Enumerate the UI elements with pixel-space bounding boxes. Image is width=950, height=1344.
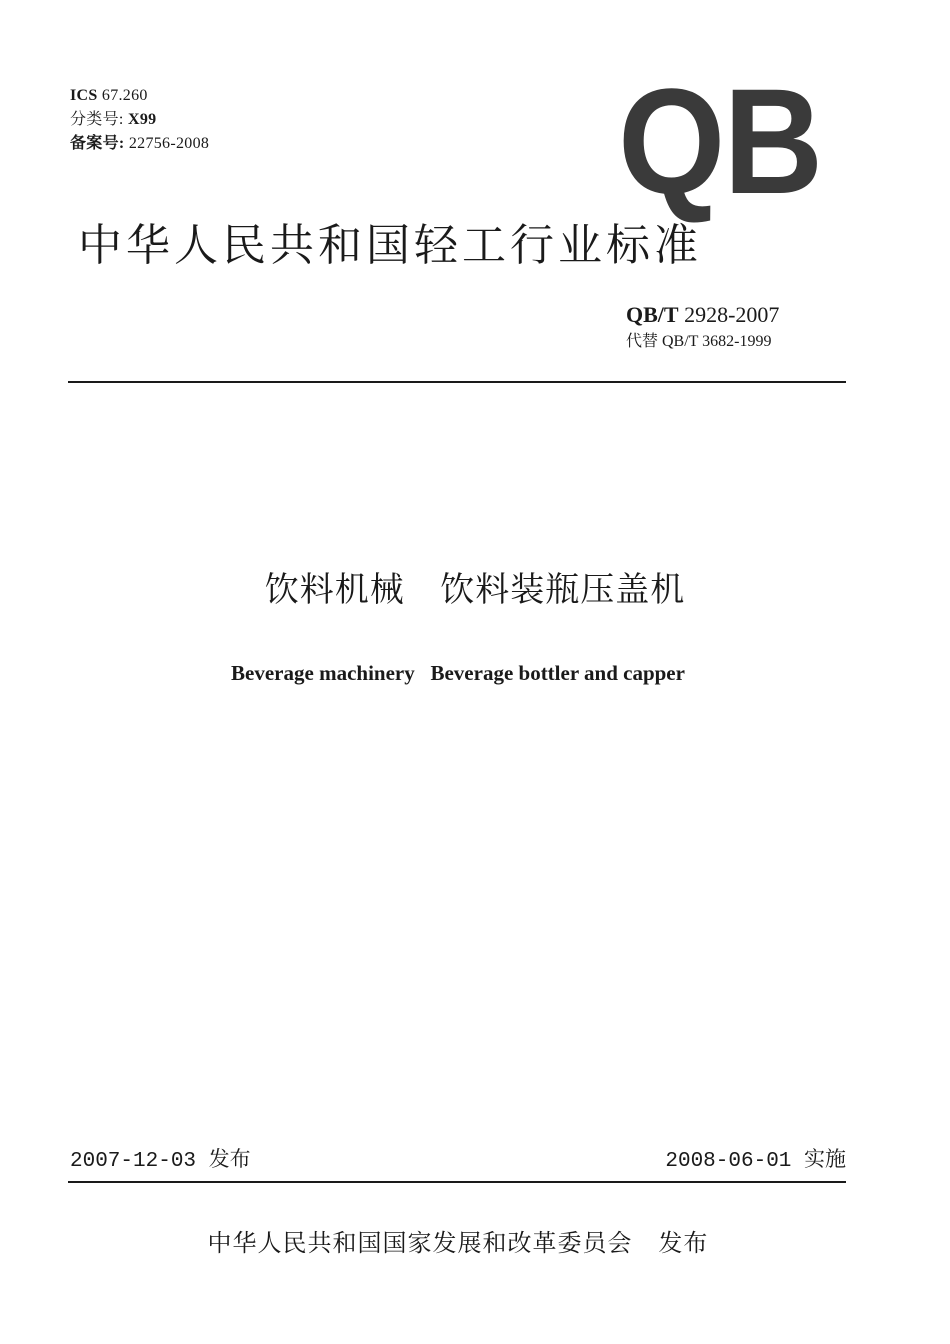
ics-value: 67.260: [101, 87, 148, 104]
issue-date: 2007-12-03 发布: [70, 1150, 251, 1173]
industry-standard-title: 中华人民共和国轻工行业标准: [78, 220, 702, 271]
replaces-standard: 代替 QB/T 3682-1999: [626, 333, 772, 350]
publisher: 中华人民共和国国家发展和改革委员会 发布: [207, 1229, 709, 1257]
standard-code: [626, 302, 779, 328]
footer-divider: [68, 1181, 846, 1183]
standard-code-prefix: QB/T: [626, 302, 679, 327]
document-title-cn: 饮料机械 饮料装瓶压盖机: [264, 570, 686, 610]
qb-logo: QB: [618, 57, 822, 225]
ics-label: ICS: [70, 87, 98, 104]
classification-line: [70, 110, 156, 130]
record-line: [70, 134, 209, 154]
ics-line: [70, 86, 148, 106]
header-divider: [68, 381, 846, 383]
effective-date: 2008-06-01 实施: [665, 1150, 846, 1173]
record-label: 备案号:: [70, 135, 125, 152]
document-title-en: Beverage machinery Beverage bottler and capper: [231, 661, 685, 685]
classification-label: 分类号:: [70, 111, 124, 128]
record-value: 22756-2008: [128, 135, 210, 152]
standard-code-number: 2928-2007: [684, 302, 780, 327]
classification-value: X99: [127, 111, 157, 128]
